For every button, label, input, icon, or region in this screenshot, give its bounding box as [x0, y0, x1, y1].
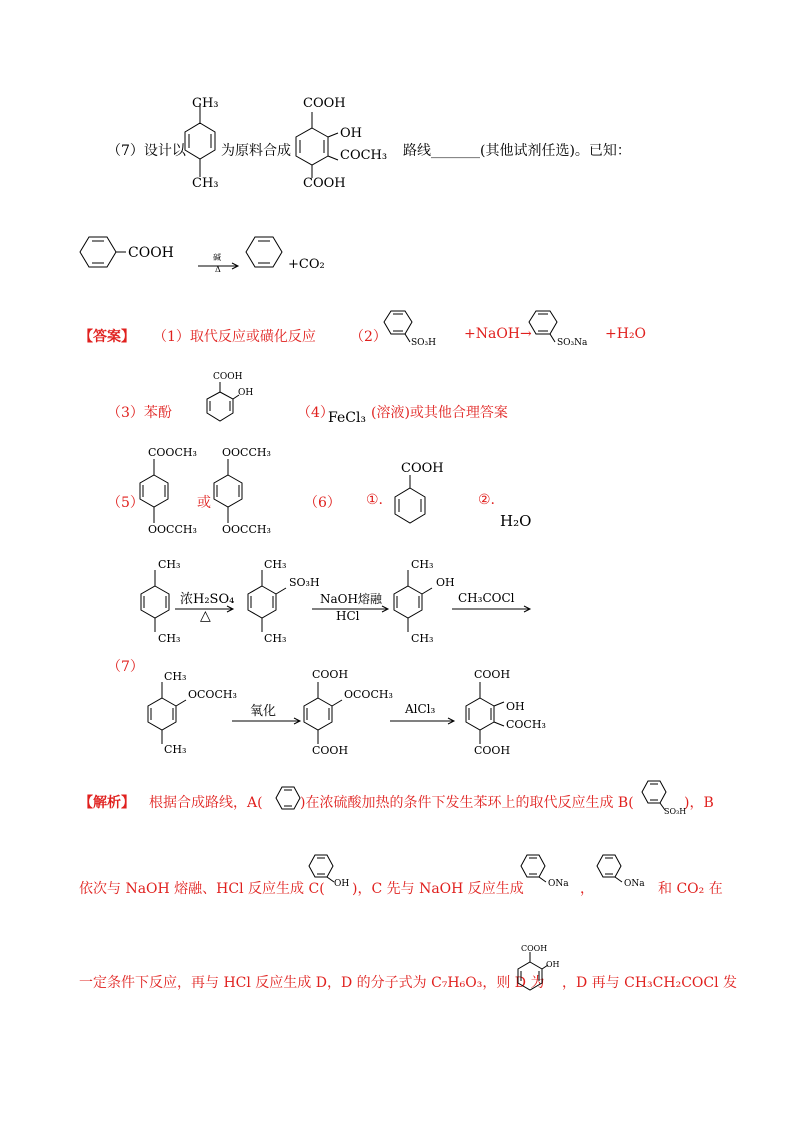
answer-1: （1）取代反应或磺化反应 — [153, 329, 316, 345]
route-s2-top: CH₃ — [264, 558, 287, 571]
benzenesulfonic-acid-structure — [382, 310, 412, 344]
target-coch3: COCH₃ — [340, 148, 388, 163]
salicylic-acid-structure — [205, 380, 245, 424]
sodium-benzenesulfonate-structure — [527, 310, 557, 344]
route-s5-sub: OCOCH₃ — [344, 688, 393, 701]
known-cond-bottom: Δ — [215, 265, 221, 274]
route-s3-sub: OH — [436, 576, 455, 589]
target-oh: OH — [340, 126, 362, 141]
known-cond-top: 碱 — [213, 253, 221, 262]
route-s5-bot: COOH — [312, 744, 349, 757]
analysis-ona-2: ONa — [624, 879, 645, 889]
analysis-l2b: )，C 先与 NaOH 反应生成 — [352, 881, 524, 897]
route-r1-top: 浓H₂SO₄ — [180, 592, 235, 607]
a5-or: 或 — [197, 495, 211, 511]
route-r2-top: NaOH熔融 — [320, 592, 382, 606]
analysis-l3b: ，D 再与 CH₃CH₂COCl 发 — [562, 975, 738, 991]
analysis-l2a: 依次与 NaOH 熔融、HCl 反应生成 C( — [79, 881, 325, 897]
route-s2-sub: SO₃H — [289, 576, 320, 589]
analysis-salicylic-d — [516, 950, 556, 994]
route-r3-top: CH₃COCl — [458, 591, 515, 605]
a6-cooh: COOH — [401, 461, 444, 476]
q7-tail: 路线_______(其他试剂任选)。已知： — [403, 143, 631, 159]
a6-h2o: H₂O — [500, 512, 532, 530]
route-s4-top: CH₃ — [164, 670, 187, 683]
a3-cooh: COOH — [213, 372, 243, 382]
answer-2-label: （2） — [350, 329, 387, 345]
route-s2-bot: CH₃ — [264, 632, 287, 645]
a2-so3na: SO₃Na — [557, 338, 588, 348]
a3-oh: OH — [238, 388, 254, 398]
analysis-benzene-a — [275, 786, 301, 812]
known-cooh: COOH — [128, 245, 174, 261]
a2-so3h: SO₃H — [411, 338, 437, 348]
route-s6-top: COOH — [474, 668, 511, 681]
route-s4-sub: OCOCH₃ — [188, 688, 237, 701]
answer-tag: 【答案】 — [79, 329, 135, 345]
answer-4-label: （4） — [297, 405, 334, 421]
xylene-ch3-top: CH₃ — [192, 96, 219, 111]
route-arrow-4 — [232, 717, 304, 725]
route-s1-bot: CH₃ — [158, 632, 181, 645]
route-r2-bot: HCl — [336, 609, 360, 623]
analysis-l2d: 和 CO₂ 在 — [658, 881, 723, 897]
analysis-tag: 【解析】 — [79, 795, 135, 811]
route-s5-top: COOH — [312, 668, 349, 681]
route-s6-coch3: COCH₃ — [506, 718, 546, 731]
target-cooh-top: COOH — [303, 96, 346, 111]
route-s3-top: CH₃ — [411, 558, 434, 571]
a6-2: ②. — [478, 492, 496, 508]
route-s6-oh: OH — [506, 700, 525, 713]
route-r4-top: 氧化 — [250, 704, 277, 719]
analysis-l2c: ， — [580, 881, 594, 897]
xylene-ch3-bottom: CH₃ — [192, 176, 219, 191]
a5-top2: OOCCH₃ — [222, 446, 271, 459]
route-arrow-3 — [452, 605, 534, 613]
a6-1: ①. — [366, 492, 384, 508]
route-arrow-5 — [390, 717, 458, 725]
q7-mid: 为原料合成 — [221, 143, 291, 159]
route-s6-bot: COOH — [474, 744, 511, 757]
analysis-oh: OH — [334, 879, 350, 889]
analysis-ona-1: ONa — [548, 879, 569, 889]
q7-label: （7）设计以 — [107, 143, 186, 159]
analysis-l1c: )，B — [684, 795, 714, 811]
analysis-d-cooh: COOH — [521, 944, 548, 953]
a5-bot2: OOCCH₃ — [222, 523, 271, 536]
a2-h2o: +H₂O — [605, 326, 647, 342]
analysis-l3a: 一定条件下反应，再与 HCl 反应生成 D，D 的分子式为 C₇H₆O₃，则 D 为 — [79, 975, 545, 991]
answer-7-label: （7） — [107, 659, 144, 675]
route-s1-top: CH₃ — [158, 558, 181, 571]
route-s4-bot: CH₃ — [164, 743, 187, 756]
known-co2: +CO₂ — [288, 257, 325, 272]
answer-6-label: （6） — [304, 495, 341, 511]
a4-fecl3: FeCl₃ — [328, 410, 367, 426]
answer-5-label: （5） — [107, 495, 144, 511]
answer-3: （3）苯酚 — [107, 405, 172, 421]
a5-top1: COOCH₃ — [148, 446, 197, 459]
answer-4-text: (溶液)或其他合理答案 — [371, 405, 508, 421]
analysis-so3h: SO₃H — [664, 807, 687, 816]
route-s3-bot: CH₃ — [411, 632, 434, 645]
a2-naoh: +NaOH→ — [464, 326, 532, 342]
analysis-l1a: 根据合成路线，A( — [149, 795, 263, 811]
target-cooh-bottom: COOH — [303, 176, 346, 191]
analysis-l1b: )在浓硫酸加热的条件下发生苯环上的取代反应生成 B( — [300, 795, 634, 811]
analysis-d-oh: OH — [546, 960, 560, 969]
route-r5-top: AlCl₃ — [405, 702, 436, 716]
a6-benzoic-acid-structure — [393, 470, 433, 530]
a5-bot1: OOCCH₃ — [148, 523, 197, 536]
route-r1-bot: △ — [200, 608, 211, 624]
benzene-product — [244, 236, 284, 272]
